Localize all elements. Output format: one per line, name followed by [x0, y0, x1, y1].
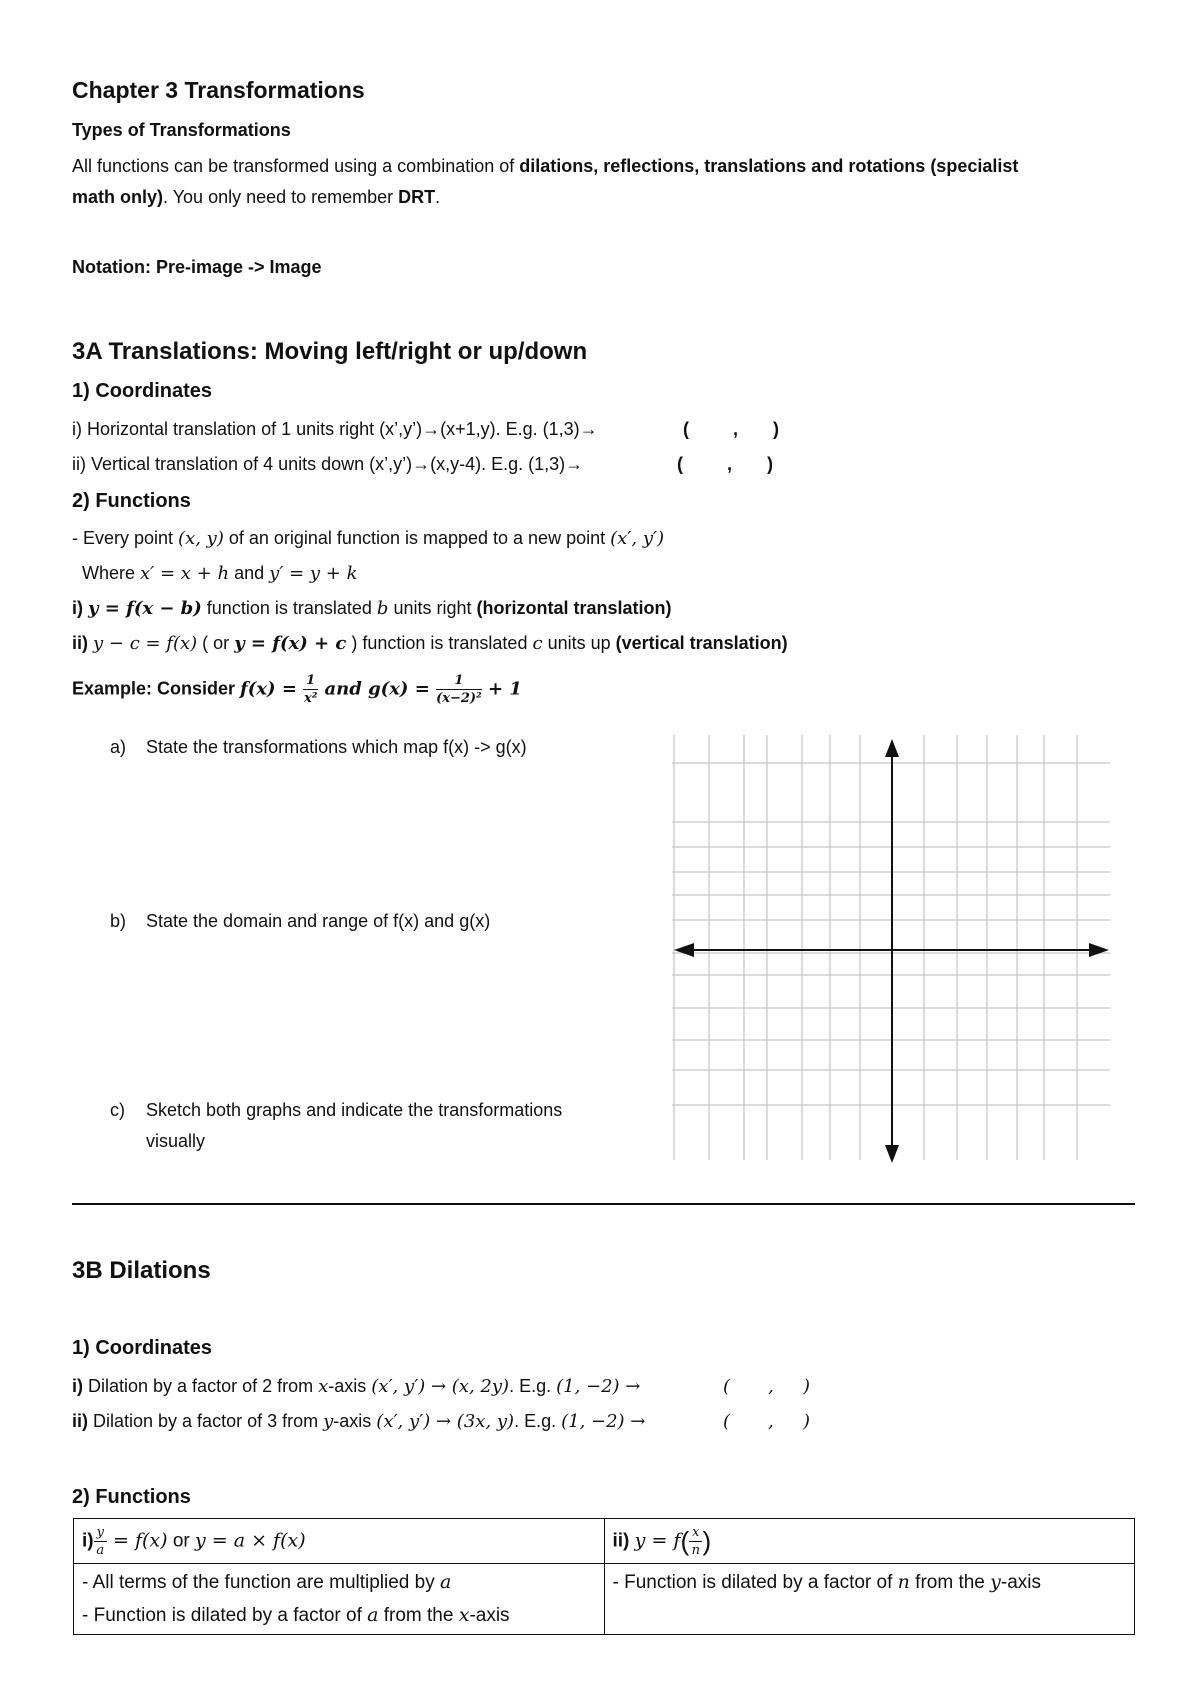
- chapter-title: Chapter 3 Transformations: [72, 77, 365, 103]
- 3a-every-point-line: - Every point (x, y) of an original function is mapped to a new point (x′, y′): [72, 528, 665, 549]
- x-axis-left-arrow: [674, 943, 694, 957]
- types-paragraph-line2: math only). You only need to remember DRT.: [72, 187, 441, 207]
- table-line-dilated-x: - Function is dilated by a factor of a from the x-axis: [82, 1604, 510, 1626]
- fraction-one-over-x-squared: $\frac{1}{\text{x²}}$: [303, 673, 318, 706]
- question-a-label: a): [110, 737, 127, 757]
- blank-open-paren: (: [723, 1411, 731, 1432]
- 3a-example-line: Example: Consider f(x) = $\frac{1}{\text{x²}}$ and g(x) = $\frac{1}{\text{(x−2)²}}$ + 1: [72, 673, 522, 706]
- 3b-coordinates-heading: 1) Coordinates: [72, 1337, 213, 1359]
- blank-close-paren: ): [767, 454, 773, 474]
- fraction-x-over-n: $\frac{x}{n}$: [689, 1526, 702, 1557]
- notation-line: Notation: Pre-image -> Image: [72, 257, 322, 277]
- table-line-multiplied: - All terms of the function are multiplied by a: [82, 1571, 452, 1593]
- question-b-label: b): [110, 911, 127, 931]
- table-header-cell-i: i) $\frac{y}{a}$ = f(x) or y = a × f(x): [74, 1519, 605, 1564]
- 3a-functions-heading: 2) Functions: [72, 490, 191, 512]
- fraction-y-over-a: $\frac{y}{a}$: [94, 1526, 107, 1557]
- 3a-function-ii: ii) y − c = f(x) ( or y = f(x) + c ) function is translated c units up (vertical translation): [72, 633, 788, 654]
- table-body-cell-i: [74, 1564, 605, 1635]
- blank-close-paren: ): [773, 419, 779, 439]
- 3a-coord-i: i) Horizontal translation of 1 units right (x’,y’)→(x+1,y). E.g. (1,3)→: [72, 419, 598, 439]
- 3b-coord-ii: ii) Dilation by a factor of 3 from y-axis (x′, y′) → (3x, y). E.g. (1, −2) →: [72, 1411, 646, 1432]
- blank-open-paren: (: [683, 419, 689, 439]
- section-3a-title: 3A Translations: Moving left/right or up/down: [72, 338, 588, 365]
- table-body-cell-ii: [604, 1564, 1135, 1635]
- blank-graph-grid: [672, 735, 1112, 1170]
- dilation-functions-table: [73, 1518, 1135, 1635]
- question-c-text-line2: visually: [146, 1131, 206, 1151]
- types-paragraph-line1: All functions can be transformed using a combination of dilations, reflections, translations and rotations (specialist: [72, 156, 1019, 176]
- 3b-functions-heading: 2) Functions: [72, 1486, 191, 1508]
- 3a-where-line: Where x′ = x + h and y′ = y + k: [82, 563, 358, 584]
- table-line-dilated-y: - Function is dilated by a factor of n from the y-axis: [612, 1571, 1041, 1593]
- question-c-text-line1: Sketch both graphs and indicate the transformations: [146, 1100, 563, 1120]
- y-axis-down-arrow: [885, 1145, 899, 1163]
- 3a-coord-ii: ii) Vertical translation of 4 units down (x’,y’)→(x,y-4). E.g. (1,3)→: [72, 454, 584, 474]
- blank-comma: ,: [733, 419, 739, 439]
- table-header-cell-ii: ii) y = f( $\frac{x}{n}$ ): [604, 1519, 1135, 1564]
- blank-open-paren: (: [723, 1376, 731, 1397]
- y-axis-up-arrow: [885, 739, 899, 757]
- 3a-coordinates-heading: 1) Coordinates: [72, 380, 213, 402]
- types-heading: Types of Transformations: [72, 120, 291, 140]
- question-a-text: State the transformations which map f(x) -> g(x): [146, 737, 527, 757]
- section-3b-title: 3B Dilations: [72, 1257, 211, 1284]
- blank-close-paren: ): [803, 1411, 811, 1432]
- 3b-coord-i: i) Dilation by a factor of 2 from x-axis (x′, y′) → (x, 2y). E.g. (1, −2) →: [72, 1376, 641, 1397]
- x-axis-right-arrow: [1089, 943, 1109, 957]
- blank-comma: ,: [768, 1376, 774, 1397]
- 3a-function-i: i) y = f(x − b) function is translated b units right (horizontal translation): [72, 598, 672, 619]
- blank-open-paren: (: [677, 454, 683, 474]
- question-c-label: c): [110, 1100, 125, 1120]
- section-divider: [72, 1203, 1135, 1205]
- blank-comma: ,: [727, 454, 733, 474]
- blank-close-paren: ): [803, 1376, 811, 1397]
- blank-comma: ,: [768, 1411, 774, 1432]
- fraction-one-over-x-minus-2-squared: $\frac{1}{\text{(x−2)²}}$: [436, 673, 482, 706]
- question-b-text: State the domain and range of f(x) and g(x): [146, 911, 491, 931]
